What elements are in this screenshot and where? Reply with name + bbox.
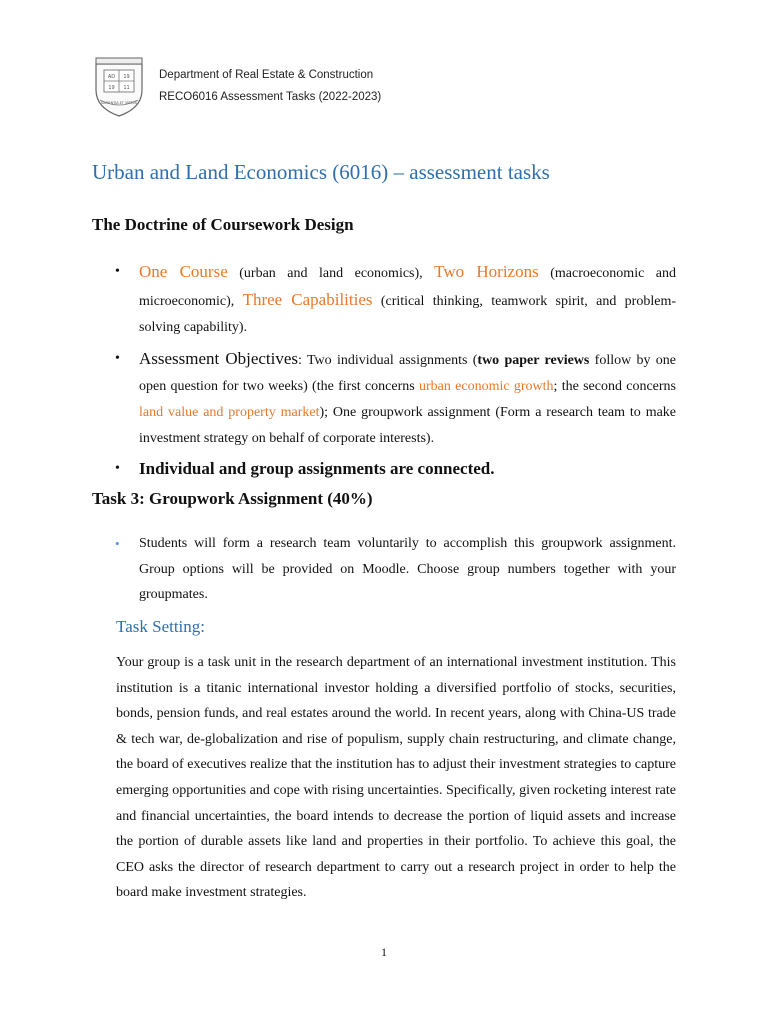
paper-reviews-bold: two paper reviews	[477, 353, 590, 368]
one-course-label: One Course	[139, 262, 228, 281]
doctrine-bullet-list	[92, 259, 676, 484]
bullet-assignments-connected	[92, 456, 676, 484]
urban-growth-highlight: urban economic growth	[418, 379, 554, 394]
svg-text:AD: AD	[107, 74, 116, 80]
objectives-text-b: follow by one open question for two weeks) (the first concerns	[139, 353, 677, 394]
bullet-assessment-objectives	[92, 346, 676, 452]
header-text	[159, 64, 559, 108]
one-course-desc: (urban and land economics),	[227, 266, 435, 281]
assignments-connected-text: Individual and group assignments are connected.	[139, 459, 495, 478]
svg-text:19: 19	[108, 85, 115, 91]
task-setting-paragraph: Your group is a task unit in the research department of an international investment institution. This institution is a titanic international investor holding a diversified portfolio of stocks, securities, bonds, pension funds, and real estates around the world. In recent years, along with China-US trade & tech war, de-globalization and rise of populism, supply chain restructuring, and climate change, the board of executives realize that the institution has to adjust their investment strategies to capture emerging opportunities and cope with rising uncertainties. Specifically, given rocketing interest rate and financial uncertainties, the board intends to decrease the portion of liquid assets and increase the portion of durable assets like land and properties in their portfolio. To achieve this goal, the CEO asks the director of research department to carry out a research project in order to help the board make investment strategies.	[116, 655, 676, 901]
task3-bullet-text: Students will form a research team voluntarily to accomplish this groupwork assignment. Group options will be provided on Moodle. Choose group numbers together with your groupmates.	[139, 536, 676, 602]
task3-bullet	[92, 531, 676, 608]
land-value-highlight: land value and property market	[139, 405, 320, 420]
bullet-icon: •	[115, 264, 120, 279]
assessment-objectives-label: Assessment Objectives	[139, 349, 299, 368]
header-department: Department of Real Estate & Construction	[159, 69, 374, 81]
svg-text:SAPIENTIA ET VIRTUS: SAPIENTIA ET VIRTUS	[100, 101, 138, 105]
bullet-icon: •	[115, 351, 120, 366]
university-crest-icon	[92, 56, 146, 118]
page-number: 1	[381, 945, 387, 959]
bullet-icon: •	[115, 536, 120, 551]
document-title: Urban and Land Economics (6016) – assessment tasks	[92, 160, 550, 184]
task3-bullet-list	[92, 531, 676, 608]
bullet-icon: •	[115, 461, 120, 476]
svg-text:19: 19	[123, 74, 130, 80]
three-capabilities-label: Three Capabilities	[242, 290, 373, 309]
two-horizons-label: Two Horizons	[434, 262, 539, 281]
doctrine-heading: The Doctrine of Coursework Design	[92, 215, 354, 234]
header-course: RECO6016 Assessment Tasks (2022-2023)	[159, 91, 382, 103]
objectives-text-a: : Two individual assignments (	[298, 353, 478, 368]
bullet-course-horizons	[92, 259, 676, 341]
two-horizons-desc: (macroeconomic and microeconomic),	[139, 266, 677, 309]
svg-text:11: 11	[123, 85, 130, 91]
task3-heading: Task 3: Groupwork Assignment (40%)	[92, 489, 373, 508]
three-capabilities-desc: (critical thinking, teamwork spirit, and problem-solving capability).	[139, 294, 677, 335]
objectives-text-c: ; the second concerns	[553, 379, 676, 394]
objectives-text-d: ); One groupwork assignment (Form a research team to make investment strategy on behalf of corporate interests).	[139, 405, 677, 446]
task-setting-heading: Task Setting:	[116, 617, 206, 636]
